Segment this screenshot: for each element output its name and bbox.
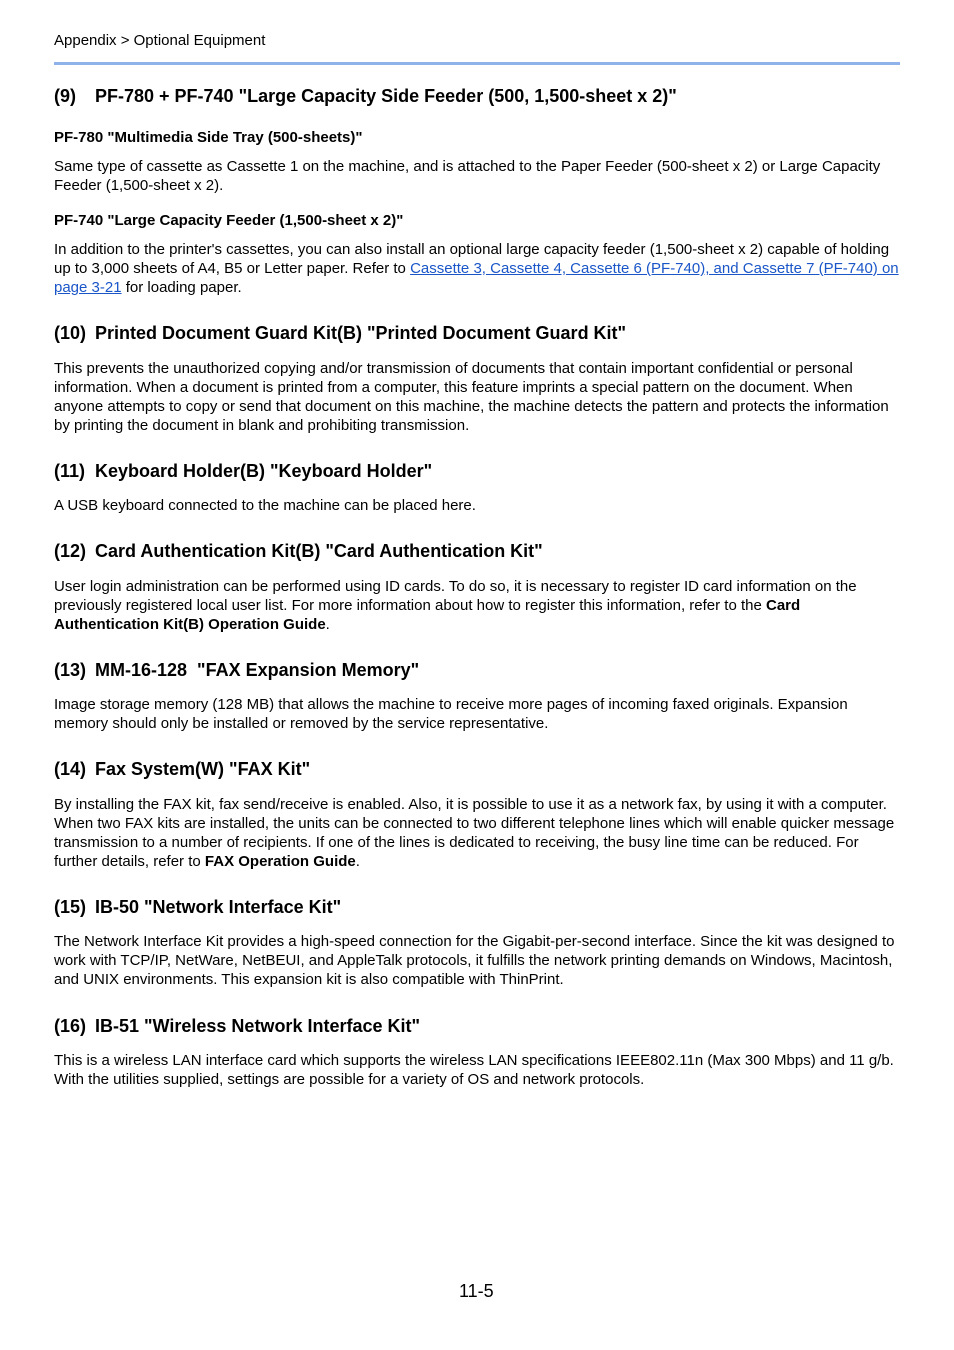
section-13-heading bbox=[54, 660, 419, 681]
text: User login administration can be performed using ID cards. To do so, it is necessary to register ID card information on the previously registered local user list. For more information about how to register this information, refer to the bbox=[54, 578, 857, 614]
section-15-heading bbox=[54, 897, 341, 918]
paragraph-pf-780: Same type of cassette as Cassette 1 on the machine, and is attached to the Paper Feeder (500-sheet x 2) or Large Capacity Feeder (1,500-sheet x 2). bbox=[54, 158, 881, 194]
breadcrumb: Appendix > Optional Equipment bbox=[54, 32, 266, 49]
text: . bbox=[355, 853, 360, 870]
section-number: (16) bbox=[54, 1016, 87, 1036]
section-number: (10) bbox=[54, 323, 87, 343]
cassette-loading-link[interactable]: Cassette 3, Cassette 4, Cassette 6 (PF-740), and Cassette 7 (PF-740) on page 3-21 bbox=[54, 260, 899, 296]
section-number: (11) bbox=[54, 461, 86, 481]
paragraph-network-interface: The Network Interface Kit provides a high-speed connection for the Gigabit-per-second interface. Since the kit was designed to work with TCP/IP, NetWare, NetBEUI, and AppleTalk protocols, it fulfills the network printing demands on Windows, Macintosh, and UNIX environments. This expansion kit is also compatible with ThinPrint. bbox=[54, 933, 895, 988]
subheading-pf-780: PF-780 "Multimedia Side Tray (500-sheets)" bbox=[54, 129, 363, 146]
section-number: (13) bbox=[54, 660, 87, 680]
section-title: Keyboard Holder(B) "Keyboard Holder" bbox=[95, 461, 433, 481]
text: In addition to the printer's cassettes, you can also install an optional large capacity feeder (1,500-sheet x 2) capable of holding up to 3,000 sheets of A4, B5 or Letter paper. Refer to bbox=[54, 241, 890, 277]
section-number: (9) bbox=[54, 86, 76, 106]
guide-reference: Card Authentication Kit(B) Operation Guide bbox=[54, 597, 801, 633]
section-16-heading bbox=[54, 1016, 420, 1037]
paragraph-wireless-interface: This is a wireless LAN interface card which supports the wireless LAN specifications IEEE802.11n (Max 300 Mbps) and 11 g/b. With the utilities supplied, settings are possible for a variety of OS and network protocols. bbox=[54, 1052, 894, 1088]
section-number: (12) bbox=[54, 541, 87, 561]
guide-reference: FAX Operation Guide bbox=[204, 853, 356, 870]
section-14-heading bbox=[54, 759, 310, 780]
section-title: PF-780 + PF-740 "Large Capacity Side Feeder (500, 1,500-sheet x 2)" bbox=[95, 86, 677, 106]
section-title: IB-50 "Network Interface Kit" bbox=[95, 897, 342, 917]
section-10-heading bbox=[54, 323, 626, 344]
section-9-heading bbox=[54, 86, 677, 107]
section-title: Printed Document Guard Kit(B) "Printed Document Guard Kit" bbox=[95, 323, 627, 343]
text: . bbox=[325, 616, 330, 633]
paragraph-keyboard-holder: A USB keyboard connected to the machine can be placed here. bbox=[54, 497, 476, 514]
subheading-pf-740: PF-740 "Large Capacity Feeder (1,500-sheet x 2)" bbox=[54, 212, 404, 229]
paragraph-fax-kit bbox=[54, 795, 902, 871]
section-number: (14) bbox=[54, 759, 87, 779]
section-12-heading bbox=[54, 541, 543, 562]
paragraph-fax-memory: Image storage memory (128 MB) that allows the machine to receive more pages of incoming faxed originals. Expansion memory should only be installed or removed by the service representative. bbox=[54, 696, 848, 732]
section-number: (15) bbox=[54, 897, 87, 917]
section-title: MM-16-128 "FAX Expansion Memory" bbox=[95, 660, 420, 680]
paragraph-document-guard: This prevents the unauthorized copying and/or transmission of documents that contain important confidential or personal information. When a document is printed from a computer, this feature imprints a special pattern on the document. When anyone attempts to copy or send that document on this machine, the machine detects the pattern and protects the information by printing the document in blank and prohibiting transmission. bbox=[54, 360, 889, 434]
section-title: IB-51 "Wireless Network Interface Kit" bbox=[95, 1016, 421, 1036]
text: for loading paper. bbox=[121, 279, 242, 296]
header-rule bbox=[54, 62, 900, 65]
paragraph-pf-740 bbox=[54, 240, 902, 297]
section-11-heading bbox=[54, 461, 432, 482]
paragraph-card-authentication bbox=[54, 577, 902, 634]
section-title: Card Authentication Kit(B) "Card Authentication Kit" bbox=[95, 541, 543, 561]
page-number: 11-5 bbox=[459, 1281, 494, 1301]
section-title: Fax System(W) "FAX Kit" bbox=[95, 759, 311, 779]
text: By installing the FAX kit, fax send/receive is enabled. Also, it is possible to use it as a network fax, by using it with a computer. When two FAX kits are installed, the units can be connected to two different telephone lines which will enable quicker message transmission to a number of recipients. If one of the lines is dedicated to receiving, the busy line time can be reduced. For further details, refer to bbox=[54, 796, 895, 870]
